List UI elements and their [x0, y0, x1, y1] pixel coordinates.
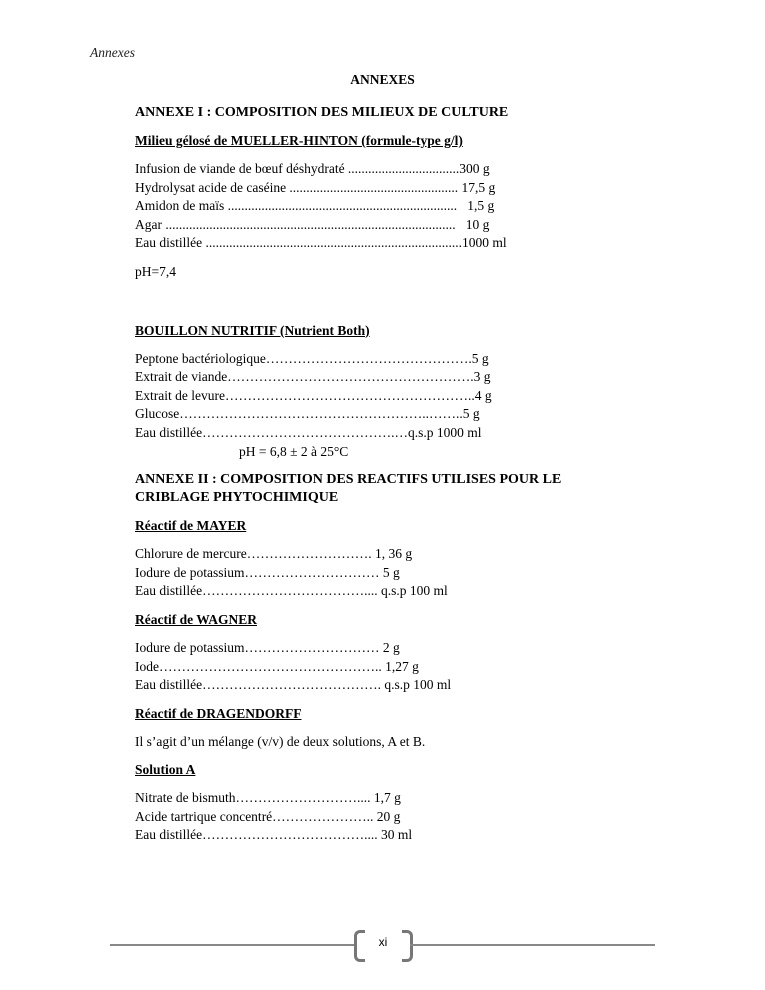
page-content	[135, 72, 635, 855]
wagner-title: Réactif de WAGNER	[135, 611, 257, 627]
composition-line: Infusion de viande de bœuf déshydraté .................................300 g	[135, 161, 490, 176]
solution-a-composition	[135, 789, 635, 845]
right-bracket-icon	[402, 930, 413, 962]
composition-line: Amidon de maïs .................................................................... 1,5 g	[135, 198, 495, 214]
composition-line: Extrait de viande……………………………………………….3 g	[135, 369, 491, 385]
page-title: ANNEXES	[350, 72, 415, 87]
bouillon-ph: pH = 6,8 ± 2 à 25°C	[239, 443, 349, 459]
dragendorff-title: Réactif de DRAGENDORFF	[135, 705, 302, 721]
composition-line: Glucose………………………………………………..……..5 g	[135, 406, 480, 422]
mayer-title: Réactif de MAYER	[135, 518, 247, 534]
footer-rule-right	[410, 944, 655, 946]
composition-line: Chlorure de mercure………………………. 1, 36 g	[135, 546, 413, 562]
page-footer	[110, 928, 655, 958]
mueller-hinton-title: Milieu gélosé de MUELLER-HINTON (formule-type g/l)	[135, 133, 463, 148]
bouillon-title: BOUILLON NUTRITIF (Nutrient Both)	[135, 322, 370, 338]
running-header: Annexes	[90, 45, 135, 60]
composition-line: Eau distillée……………………………….... 30 ml	[135, 827, 413, 843]
composition-line: Eau distillée…………………………………….…q.s.p 1000 ml	[135, 424, 482, 440]
composition-line: Eau distillée…………………………………. q.s.p 100 ml	[135, 677, 452, 693]
mueller-ph: pH=7,4	[135, 263, 176, 279]
composition-line: Agar ...................................................................................... 10 g	[135, 216, 490, 232]
mueller-hinton-composition	[135, 160, 635, 253]
annex1-heading: ANNEXE I : COMPOSITION DES MILIEUX DE CULTURE	[135, 105, 509, 120]
composition-line: Extrait de levure………………………………………………..4 g	[135, 387, 492, 403]
solution-a-title: Solution A	[135, 762, 196, 778]
composition-line: Iodure de potassium………………………… 5 g	[135, 564, 400, 580]
composition-line: Iodure de potassium………………………… 2 g	[135, 639, 400, 655]
composition-line: Eau distillée ............................................................................1000 ml	[135, 235, 507, 251]
page-number: xi	[378, 935, 388, 949]
composition-line: Hydrolysat acide de caséine .................................................. 17,5 g	[135, 179, 496, 195]
composition-line: Eau distillée……………………………….... q.s.p 100 ml	[135, 583, 448, 599]
annex2-heading: ANNEXE II : COMPOSITION DES REACTIFS UTILISES POUR LE CRIBLAGE PHYTOCHIMIQUE	[135, 472, 562, 506]
bouillon-composition	[135, 350, 635, 443]
mayer-composition	[135, 545, 635, 601]
left-bracket-icon	[354, 930, 365, 962]
wagner-composition	[135, 639, 635, 695]
composition-line: Acide tartrique concentré………………….. 20 g	[135, 808, 401, 824]
composition-line: Iode………………………………………….. 1,27 g	[135, 658, 419, 674]
composition-line: Nitrate de bismuth……………………….... 1,7 g	[135, 790, 401, 806]
footer-rule-left	[110, 944, 355, 946]
dragendorff-intro: Il s’agit d’un mélange (v/v) de deux solutions, A et B.	[135, 733, 426, 749]
composition-line: Peptone bactériologique……………………………………….5 g	[135, 350, 489, 366]
